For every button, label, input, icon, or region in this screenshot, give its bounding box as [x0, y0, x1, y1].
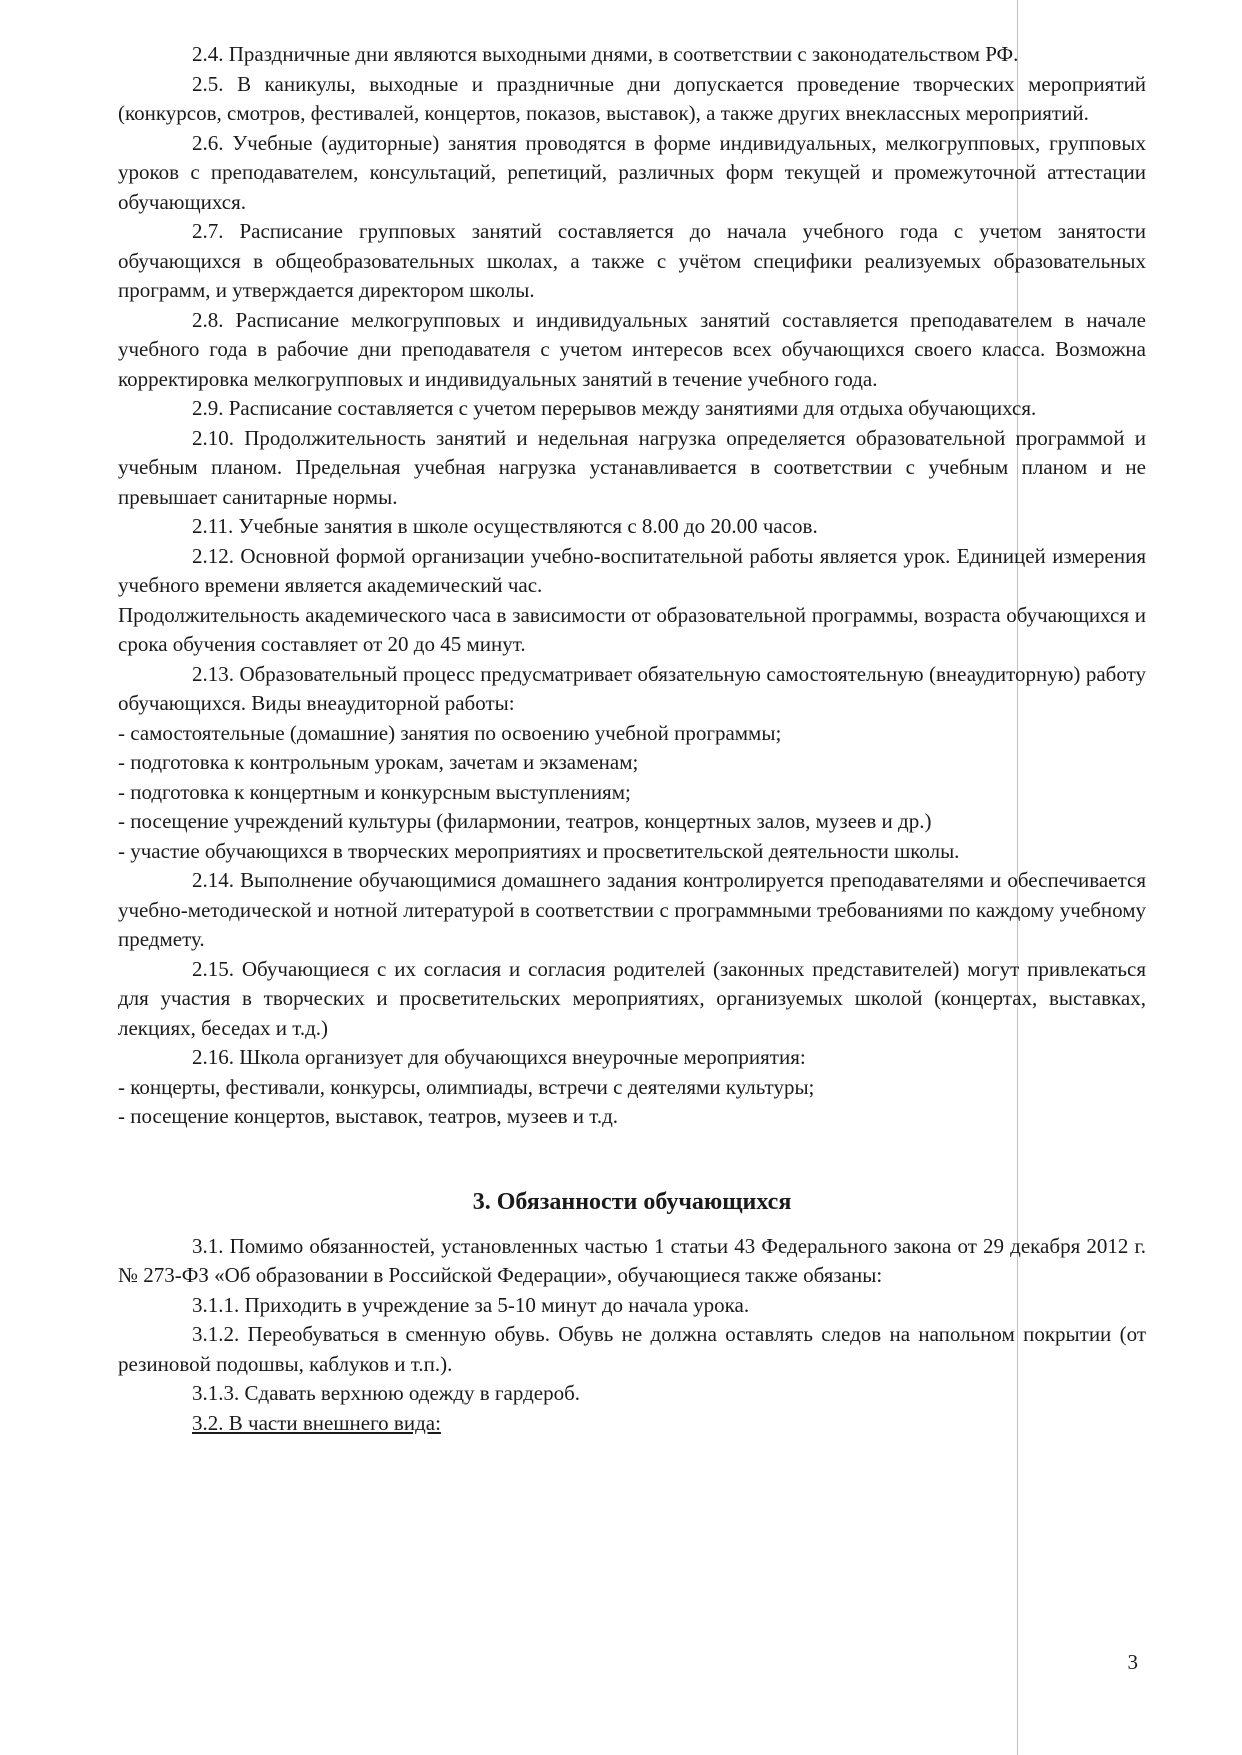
page-number: 3: [1127, 1650, 1138, 1674]
paragraph-3-1: 3.1. Помимо обязанностей, установленных частью 1 статьи 43 Федерального закона от 29 декабря 2012 г. № 273-ФЗ «Об образовании в Российской Федерации», обучающиеся также обязаны:: [118, 1233, 1146, 1287]
paragraph-2-10: 2.10. Продолжительность занятий и недельная нагрузка определяется образовательной программой и учебным планом. Предельная учебная нагрузка устанавливается в соответствии с учебным планом и не превышает санитарные нормы.: [118, 425, 1146, 509]
paragraph-2-14: 2.14. Выполнение обучающимися домашнего задания контролируется преподавателями и обеспечивается учебно-методической и нотной литературой в соответствии с программными требованиями по каждому учебному предмету.: [118, 868, 1146, 951]
list-item: - подготовка к концертным и конкурсным выступлениям;: [118, 779, 631, 804]
paragraph-2-9: 2.9. Расписание составляется с учетом перерывов между занятиями для отдыха обучающихся.: [192, 396, 1037, 420]
paragraph-2-8: 2.8. Расписание мелкогрупповых и индивидуальных занятий составляется преподавателем в начале учебного года в рабочие дни преподавателя с учетом интересов всех обучающихся своего класса. Возможна корректировка мелкогрупповых и индивидуальных занятий в течение учебного года.: [118, 307, 1146, 391]
list-item: - концерты, фестивали, конкурсы, олимпиады, встречи с деятелями культуры;: [118, 1074, 815, 1099]
paragraph-2-16: 2.16. Школа организует для обучающихся внеурочные мероприятия:: [192, 1045, 806, 1069]
paragraph-3-2-text: 3.2. В части внешнего вида:: [192, 1410, 441, 1435]
paragraph-3-1-1: 3.1.1. Приходить в учреждение за 5-10 минут до начала урока.: [192, 1292, 750, 1317]
paragraph-2-15: 2.15. Обучающиеся с их согласия и согласия родителей (законных представителей) могут привлекаться для участия в творческих и просветительских мероприятиях, организуемых школой (концертах, выставках, лекциях, беседах и т.д.): [118, 956, 1146, 1040]
paragraph-2-12: 2.12. Основной формой организации учебно-воспитательной работы является урок. Единицей измерения учебного времени является академический час.: [118, 543, 1146, 597]
paragraph-2-13: 2.13. Образовательный процесс предусматривает обязательную самостоятельную (внеаудиторную) работу обучающихся. Виды внеаудиторной работы:: [118, 661, 1146, 715]
paragraph-2-5: 2.5. В каникулы, выходные и праздничные дни допускается проведение творческих мероприятий (конкурсов, смотров, фестивалей, концертов, показов, выставок), а также других внеклассных мероприятий.: [118, 71, 1146, 125]
list-item: - посещение учреждений культуры (филармонии, театров, концертных залов, музеев и др.): [118, 809, 932, 833]
paragraph-2-7: 2.7. Расписание групповых занятий составляется до начала учебного года с учетом занятости обучающихся в общеобразовательных школах, а также с учётом специфики реализуемых образовательных программ, и утверждается директором школы.: [118, 219, 1146, 302]
paragraph-2-11: 2.11. Учебные занятия в школе осуществляются с 8.00 до 20.00 часов.: [192, 514, 818, 538]
paragraph-2-4: 2.4. Праздничные дни являются выходными днями, в соответствии с законодательством РФ.: [192, 42, 1019, 66]
paragraph-3-1-3: 3.1.3. Сдавать верхнюю одежду в гардероб.: [192, 1381, 581, 1405]
paragraph-3-2: [118, 1409, 1146, 1439]
document-page: [118, 40, 1146, 1438]
list-item: - самостоятельные (домашние) занятия по освоению учебной программы;: [118, 720, 782, 745]
paragraph-3-1-2: 3.1.2. Переобуваться в сменную обувь. Обувь не должна оставлять следов на напольном покрытии (от резиновой подошвы, каблуков и т.п.).: [118, 1322, 1146, 1376]
list-item: - посещение концертов, выставок, театров, музеев и т.д.: [118, 1104, 619, 1128]
paragraph-2-6: 2.6. Учебные (аудиторные) занятия проводятся в форме индивидуальных, мелкогрупповых, групповых уроков с преподавателем, консультаций, репетиций, различных форм текущей и промежуточной аттестации обучающихся.: [118, 130, 1146, 214]
paragraph-2-12-continuation: Продолжительность академического часа в зависимости от образовательной программы, возраста обучающихся и срока обучения составляет от 20 до 45 минут.: [118, 602, 1146, 656]
list-item: - подготовка к контрольным урокам, зачетам и экзаменам;: [118, 750, 639, 774]
list-item: - участие обучающихся в творческих мероприятиях и просветительской деятельности школы.: [118, 838, 960, 863]
section-3-heading: 3. Обязанности обучающихся: [472, 1188, 792, 1215]
